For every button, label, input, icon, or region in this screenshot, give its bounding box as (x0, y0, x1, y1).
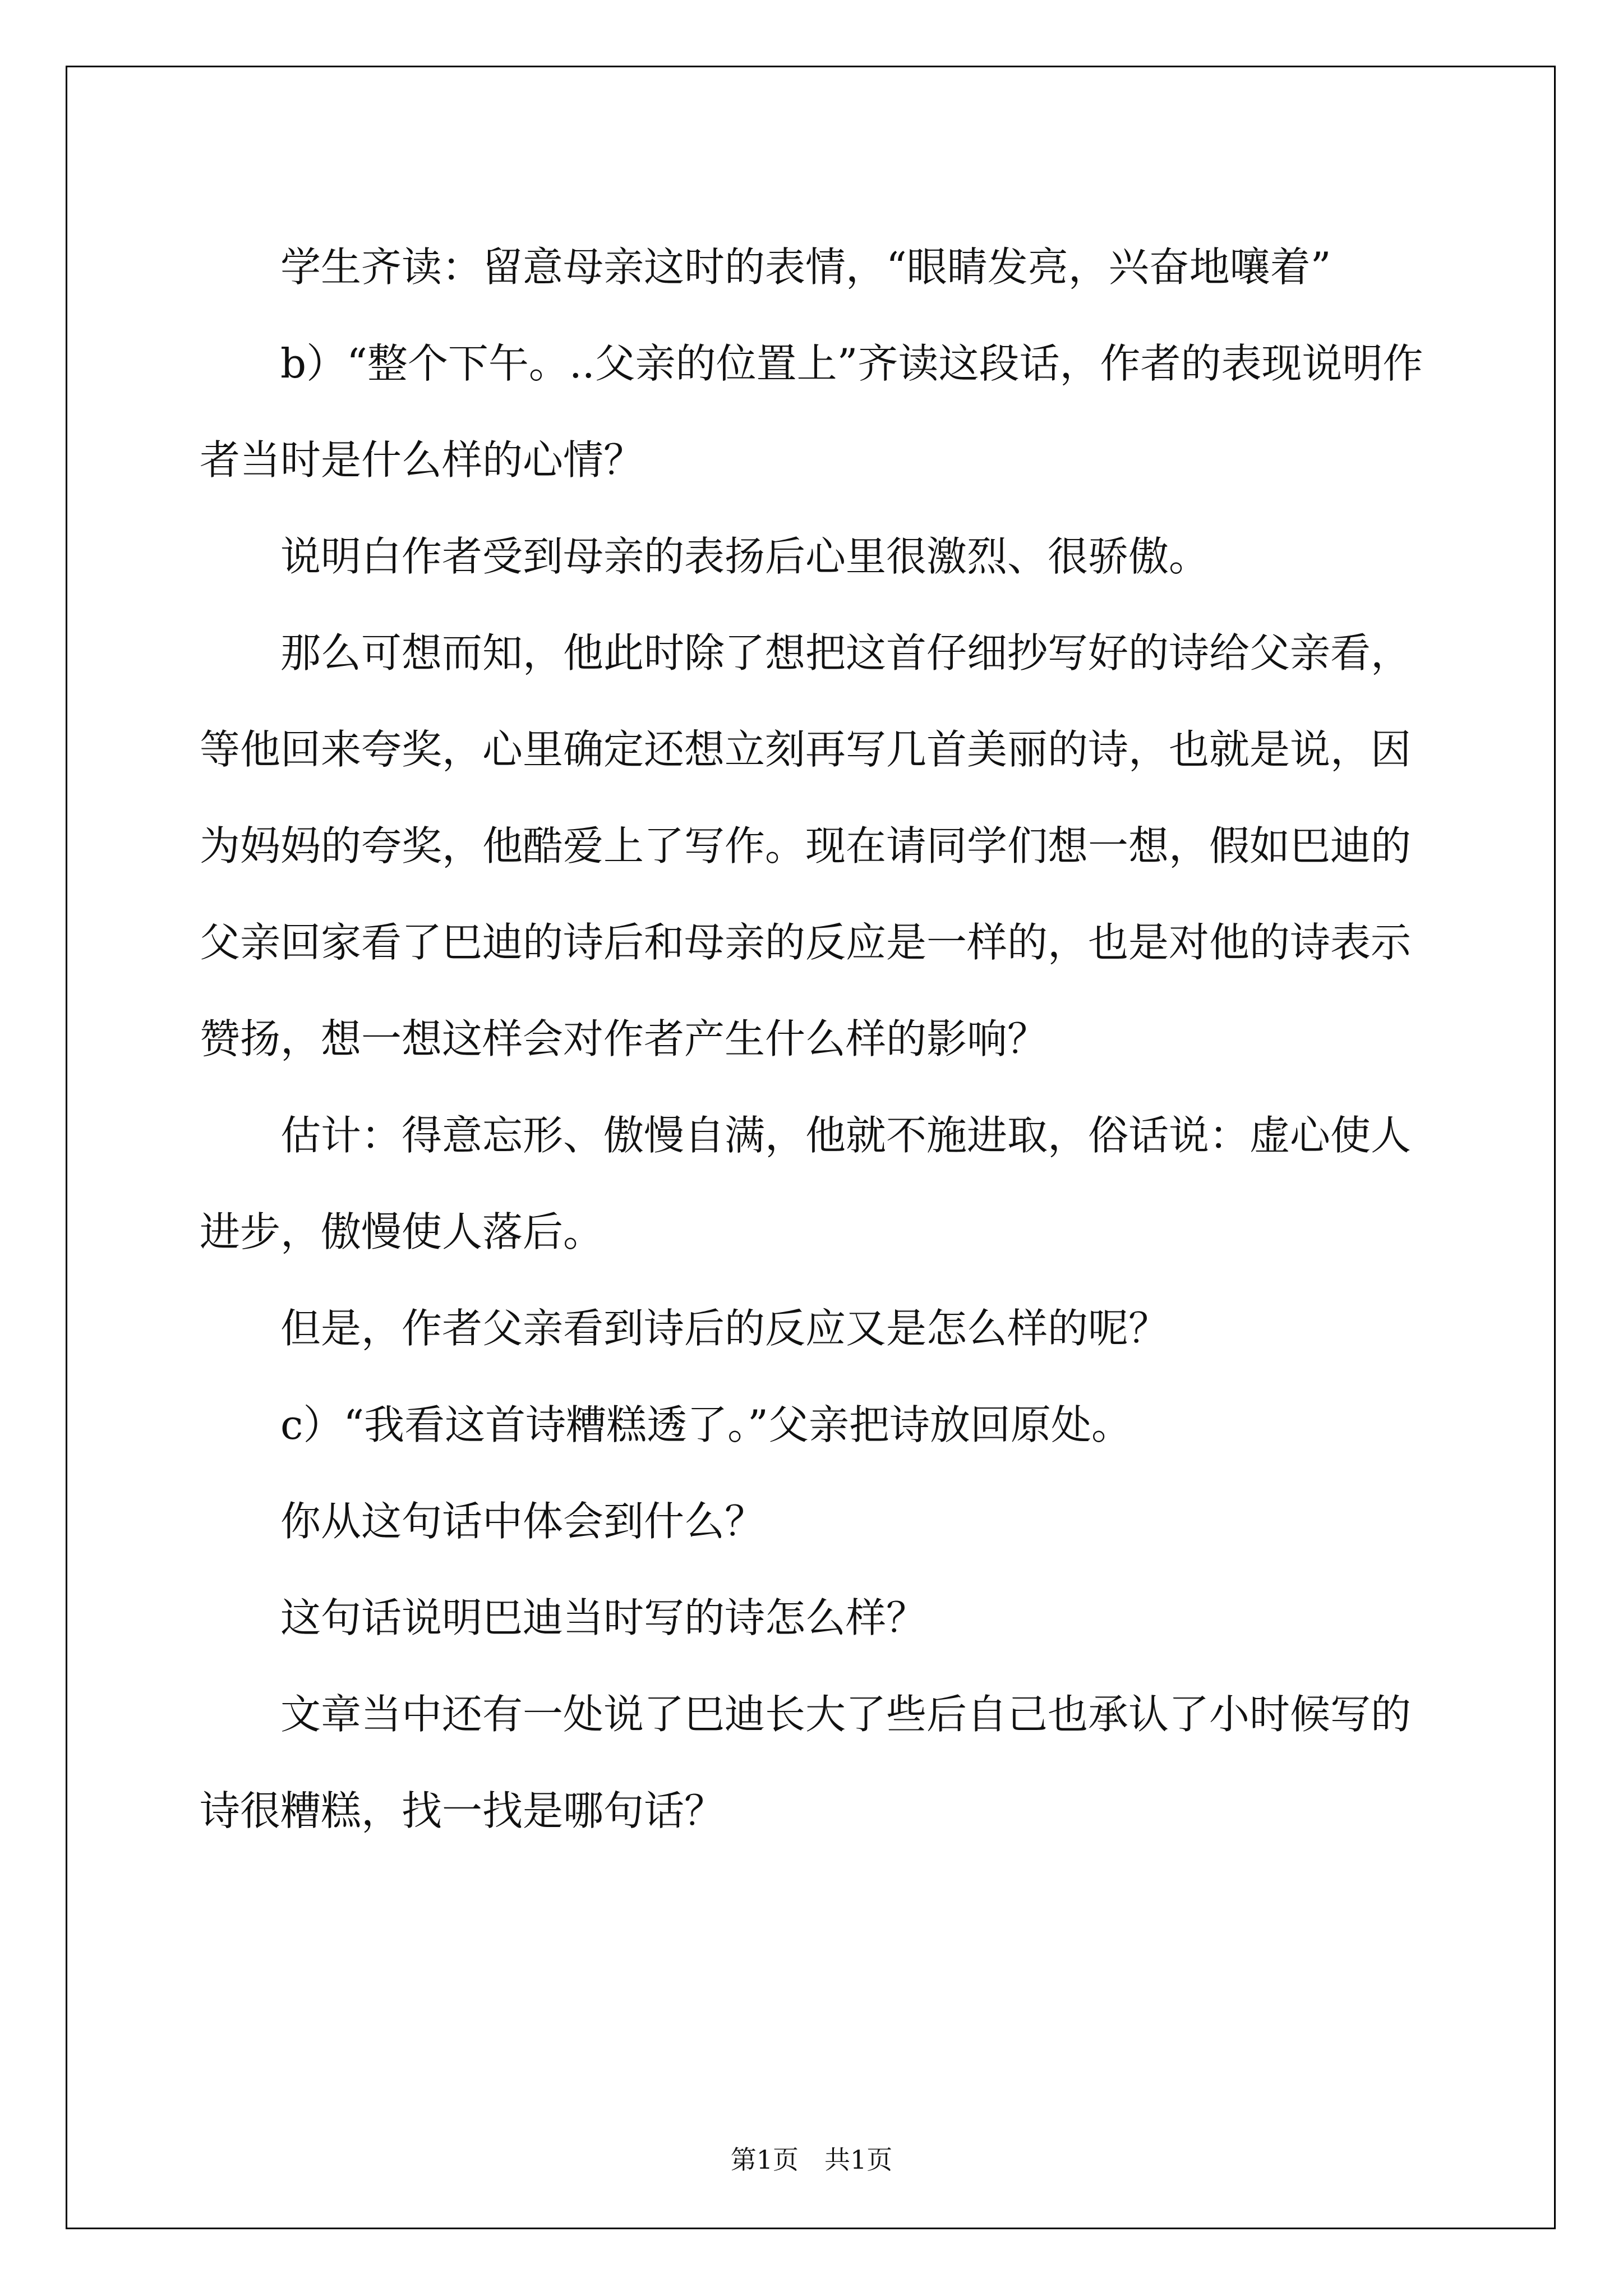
page-footer: 第1页 共1页 (730, 2145, 893, 2175)
paragraph: 说明白作者受到母亲的表扬后心里很激烈、很骄傲。 (280, 533, 1210, 580)
document-body (200, 219, 1433, 1859)
paragraph: 你从这句话中体会到什么？ (280, 1498, 766, 1545)
paragraph: b）“整个下午。..父亲的位置上”齐读这段话，作者的表现说明作者当时是什么样的心情？ (200, 340, 1423, 484)
paragraph: 文章当中还有一处说了巴迪长大了些后自己也承认了小时候写的诗很糟糕，找一找是哪句话？ (200, 1691, 1412, 1834)
paragraph: 这句话说明巴迪当时写的诗怎么样？ (280, 1594, 927, 1641)
paragraph: c）“我看这首诗糟糕透了。”父亲把诗放回原处。 (280, 1401, 1132, 1448)
paragraph: 但是，作者父亲看到诗后的反应又是怎么样的呢？ (280, 1305, 1169, 1352)
paragraph: 那么可想而知，他此时除了想把这首仔细抄写好的诗给父亲看，等他回来夸奖，心里确定还想立刻再写几首美丽的诗，也就是说，因为妈妈的夸奖，他酷爱上了写作。现在请同学们想一想，假如巴迪的父亲回家看了巴迪的诗后和母亲的反应是一样的，也是对他的诗表示赞扬，想一想这样会对作者产生什么样的影响？ (200, 629, 1412, 1062)
paragraph: 学生齐读：留意母亲这时的表情，“眼睛发亮，兴奋地嚷着” (280, 243, 1331, 291)
paragraph: 估计：得意忘形、傲慢自满，他就不施进取，俗话说：虚心使人进步，傲慢使人落后。 (200, 1112, 1412, 1255)
